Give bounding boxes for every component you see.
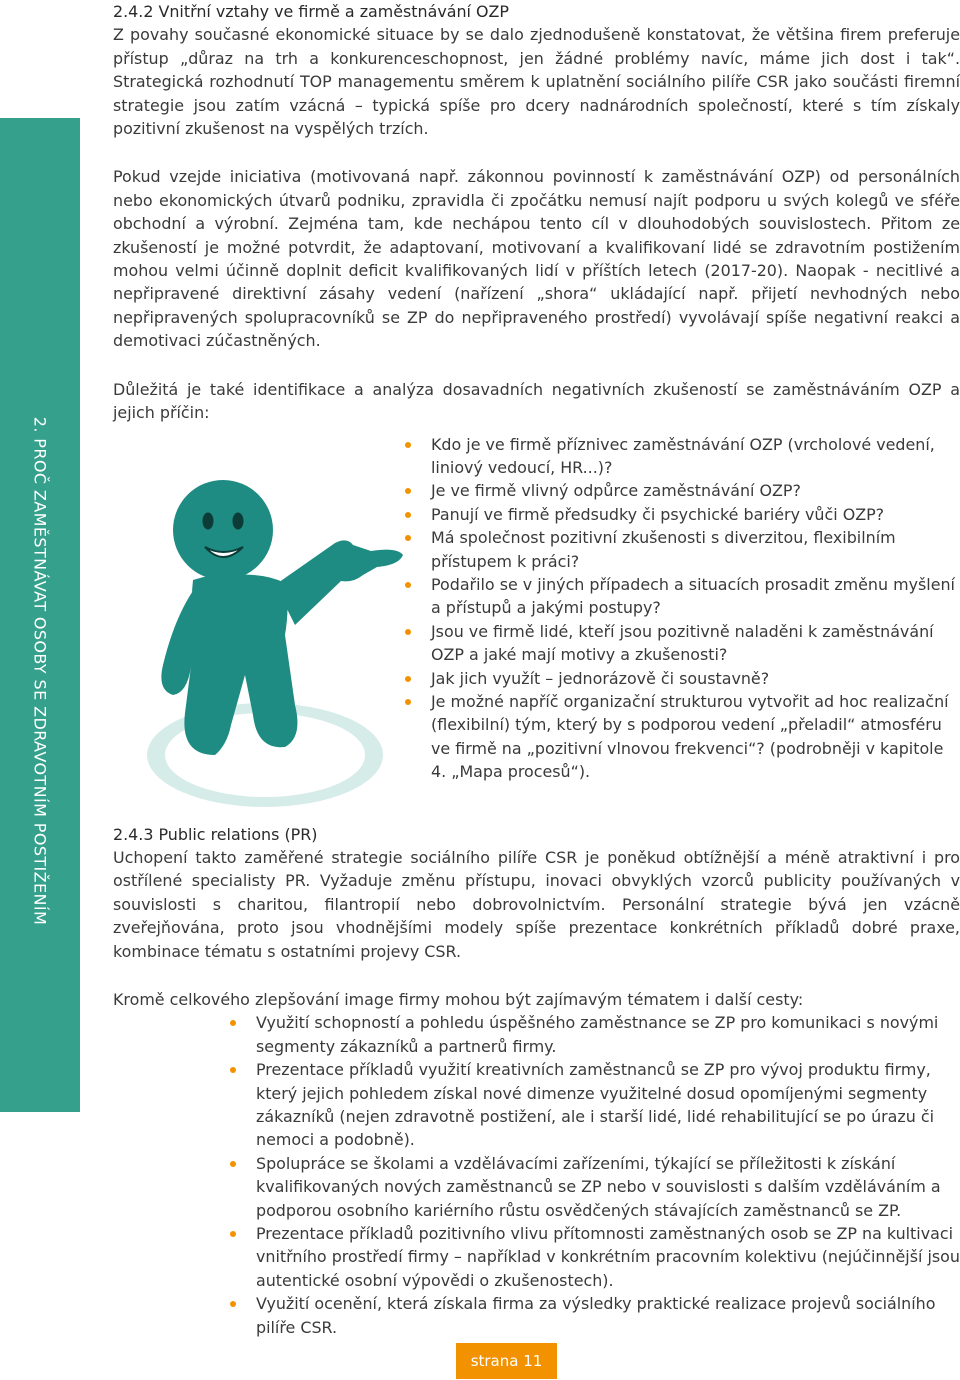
list-item: Využití schopností a pohledu úspěšného zaměstnance se ZP pro komunikaci s novými segmenty zákazníků a partnerů firmy. bbox=[228, 1011, 960, 1058]
chapter-title: 2. PROČ ZAMĚSTNÁVAT OSOBY SE ZDRAVOTNÍM POSTIŽENÍM bbox=[30, 416, 50, 926]
question-list bbox=[403, 433, 958, 784]
list-item: Má společnost pozitivní zkušenosti s diverzitou, flexibilním přístupem k práci? bbox=[403, 526, 958, 573]
list-item: Podařilo se v jiných případech a situacích prosadit změnu myšlení a přístupů a jakými postupy? bbox=[403, 573, 958, 620]
page-content bbox=[113, 0, 960, 1339]
section-heading-243: 2.4.3 Public relations (PR) bbox=[113, 824, 318, 844]
pointing-smiley-figure-icon bbox=[135, 455, 415, 815]
paragraph: Důležitá je také identifikace a analýza dosavadních negativních zkušeností se zaměstnáváním OZP a jejich příčin: bbox=[113, 379, 960, 423]
list-item: Panují ve firmě předsudky či psychické bariéry vůči OZP? bbox=[403, 503, 958, 526]
list-item: Je možné napříč organizační strukturou vytvořit ad hoc realizační (flexibilní) tým, který by s podporou vedení „přeladil“ atmosféru ve firmě na „pozitivní vlnovou frekvenci“? (podrobněji v kapitole 4. „Mapa procesů“). bbox=[403, 690, 958, 784]
chapter-sidebar bbox=[0, 118, 80, 1112]
list-item: Prezentace příkladů pozitivního vlivu přítomnosti zaměstnaných osob se ZP na kultivaci vnitřního prostředí firmy – například v konkrétním pracovním kolektivu (nejúčinnější jsou autentické osobní výpovědi o zkušenostech). bbox=[228, 1222, 960, 1292]
paragraph: Z povahy současné ekonomické situace by se dalo zjednodušeně konstatovat, že většina firem preferuje přístup „důraz na trh a konkurenceschopnost, jen žádné problémy navíc, máme jich dost i tak“. Strategická rozhodnutí TOP managementu směrem k uplatnění sociálního pilíře CSR jako součásti firemní strategie jsou zatím vzácná – typická spíše pro dcery nadnárodních společností, které s tím získaly pozitivní zkušenost na vyspělých trzích. bbox=[113, 25, 960, 139]
list-item: Kdo je ve firmě příznivec zaměstnávání OZP (vrcholové vedení, liniový vedoucí, HR...)? bbox=[403, 433, 958, 480]
pr-bullet-list bbox=[228, 1011, 960, 1339]
paragraph: Kromě celkového zlepšování image firmy mohou být zajímavým tématem i další cesty: bbox=[113, 989, 804, 1009]
paragraph: Uchopení takto zaměřené strategie sociálního pilíře CSR je poněkud obtížnější a méně atraktivní i pro ostřílené specialisty PR. Vyžaduje změnu přístupu, inovaci obvyklých vzorců publicity používaných v souvislosti s charitou, filantropií nebo dobrovolnictvím. Personální strategie bývá jen vzácně zveřejňována, proto jsou vhodnějšími modely spíše prezentace konkrétních příkladů dobré praxe, kombinace tématu s ostatními projevy CSR. bbox=[113, 847, 960, 961]
section-heading-242: 2.4.2 Vnitřní vztahy ve firmě a zaměstnávání OZP bbox=[113, 2, 510, 21]
list-item: Jsou ve firmě lidé, kteří jsou pozitivně naladěni k zaměstnávání OZP a jaké mají motivy a zkušenosti? bbox=[403, 620, 958, 667]
list-item: Prezentace příkladů využití kreativních zaměstnanců se ZP pro vývoj produktu firmy, který jejich pohledem získal nové dimenze využitelné dosud opomíjenými segmenty zákazníků (nejen zdravotně postižení, ale i starší lidé, lidé rehabilitující se po úrazu či nemoci a podobně). bbox=[228, 1058, 960, 1152]
questions-block bbox=[113, 425, 960, 823]
list-item: Jak jich využít – jednorázově či soustavně? bbox=[403, 667, 958, 690]
paragraph: Pokud vzejde iniciativa (motivovaná např. zákonnou povinností k zaměstnávání OZP) od personálních nebo ekonomických útvarů podniku, zpravidla či zpočátku nemusí najít podporu u svých kolegů ve sféře obchodní a výrobní. Zejména tam, kde nechápou tento cíl v dlouhodobých souvislostech. Přitom ze zkušeností je možné potvrdit, že adaptovaní, motivovaní a kvalifikovaní lidé se zdravotním postižením mohou velmi účinně doplnit deficit kvalifikovaných lidí v příštích letech (2017-20). Naopak - necitlivé a nepřipravené direktivní zásahy vedení (nařízení „shora“ ukládající např. přijetí nevhodných nebo nepřipravených spolupracovníků se ZP do nepřipraveného prostředí) vyvolávají spíše negativní reakci a demotivaci zúčastněných. bbox=[113, 167, 960, 351]
list-item: Je ve firmě vlivný odpůrce zaměstnávání OZP? bbox=[403, 479, 958, 502]
list-item: Spolupráce se školami a vzdělávacími zařízeními, týkající se příležitosti k získání kvalifikovaných nových zaměstnanců se ZP nebo v souvislosti s dalším vzděláváním a podporou osobního kariérního růstu osvědčených stávajících zaměstnanců se ZP. bbox=[228, 1152, 960, 1222]
page-number: strana 11 bbox=[456, 1343, 557, 1379]
list-item: Využití ocenění, která získala firma za výsledky praktické realizace projevů sociálního pilíře CSR. bbox=[228, 1292, 960, 1339]
